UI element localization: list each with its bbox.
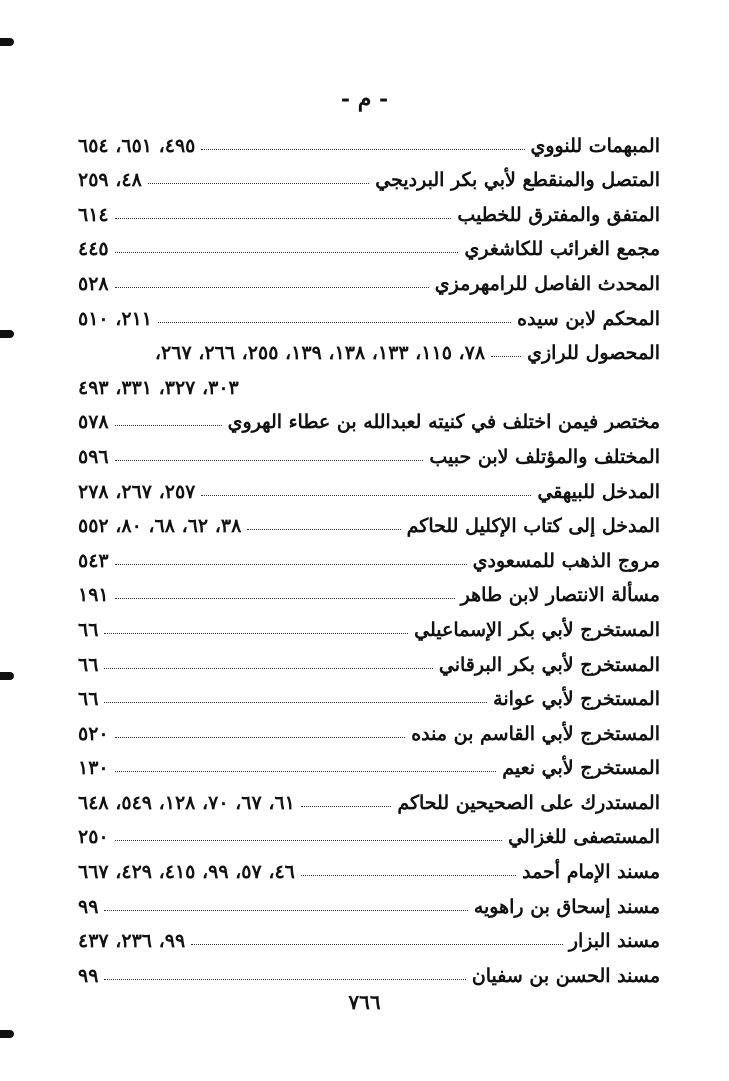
dot-leader	[104, 910, 467, 911]
entry-title: المحصول للرازي	[527, 342, 660, 365]
entry-page-numbers: ٤٦، ٥٧، ٩٩، ٤١٥، ٤٢٩، ٦٦٧	[78, 861, 295, 884]
dot-leader	[247, 529, 400, 530]
entry-page-numbers: ٦٦	[78, 688, 99, 711]
entry-title: مسند الحسن بن سفيان	[471, 964, 660, 987]
entry-page-numbers: ٢٥٧، ٢٦٧، ٢٧٨	[78, 480, 196, 503]
dot-leader	[104, 702, 487, 703]
dot-leader	[115, 771, 497, 772]
entry-page-numbers: ٥٩٦	[78, 445, 109, 468]
index-entry	[78, 468, 660, 503]
entry-title: المحدث الفاصل للرامهرمزي	[434, 272, 660, 295]
index-entry	[78, 641, 660, 676]
index-entry	[78, 260, 660, 295]
entry-page-numbers: ٩٩، ٢٣٦، ٤٣٧	[78, 930, 186, 953]
index-entry	[78, 745, 660, 780]
dot-leader	[148, 183, 369, 184]
dot-leader	[115, 564, 467, 565]
entry-page-numbers: ٤٤٥	[78, 238, 109, 261]
index-entry	[78, 330, 660, 365]
entry-page-numbers: ٤٨، ٢٥٩	[78, 169, 142, 192]
index-entry	[78, 710, 660, 745]
index-entry	[78, 399, 660, 434]
index-entry	[78, 537, 660, 572]
dot-leader	[115, 287, 429, 288]
entry-page-numbers: ٣٨، ٦٢، ٦٨، ٨٠، ٥٥٢	[78, 515, 242, 538]
entry-page-numbers: ٥٤٣	[78, 549, 109, 572]
dot-leader	[201, 149, 524, 150]
entry-page-numbers: ١٣٠	[78, 757, 109, 780]
dot-leader	[115, 425, 222, 426]
dot-leader	[191, 944, 563, 945]
index-entry	[78, 606, 660, 641]
index-entry	[78, 848, 660, 883]
entry-title: المستخرج لأبي عوانة	[493, 688, 660, 711]
entry-page-numbers: ٣٠٣، ٣٢٧، ٣٣١، ٤٩٣	[78, 376, 239, 399]
dot-leader	[104, 979, 465, 980]
entry-title: المستخرج لأبي بكر البرقاني	[438, 653, 660, 676]
index-entry	[78, 157, 660, 192]
index-entry	[78, 572, 660, 607]
entry-title: المختلف والمؤتلف لابن حبيب	[429, 445, 660, 468]
entry-page-numbers: ٩٩	[78, 895, 99, 918]
entry-page-numbers: ٥٢٠	[78, 722, 109, 745]
dot-leader	[115, 460, 424, 461]
entry-page-numbers: ٢١١، ٥١٠	[78, 307, 152, 330]
index-entry	[78, 676, 660, 711]
dot-leader	[115, 598, 455, 599]
dot-leader	[104, 633, 408, 634]
entry-title: المدخل إلى كتاب الإكليل للحاكم	[406, 515, 660, 538]
dot-leader	[115, 840, 502, 841]
dot-leader	[115, 252, 459, 253]
index-entry-continuation	[78, 364, 660, 399]
entry-page-numbers: ٩٩	[78, 964, 99, 987]
entry-page-numbers: ٥٢٨	[78, 272, 109, 295]
index-entry	[78, 814, 660, 849]
entry-page-numbers: ٦٦	[78, 618, 99, 641]
dot-leader	[201, 495, 531, 496]
dot-leader	[491, 356, 521, 357]
scan-edge-mark	[0, 1030, 14, 1038]
entry-title: المتصل والمنقطع لأبي بكر البرديجي	[375, 169, 660, 192]
dot-leader	[104, 668, 432, 669]
entry-page-numbers: ١٩١	[78, 584, 109, 607]
index-list	[78, 122, 660, 987]
entry-page-numbers: ٦٦	[78, 653, 99, 676]
entry-title: مسند البزار	[568, 930, 660, 953]
index-entry	[78, 122, 660, 157]
entry-page-numbers: ٦١٤	[78, 203, 109, 226]
entry-page-numbers: ٥٧٨	[78, 411, 109, 434]
scan-edge-mark	[0, 38, 14, 46]
entry-title: مسند الإمام أحمد	[522, 861, 660, 884]
entry-page-numbers: ٧٨، ١١٥، ١٣٣، ١٣٨، ١٣٩، ٢٥٥، ٢٦٦، ٢٦٧،	[154, 342, 486, 365]
index-entry	[78, 918, 660, 953]
index-entry	[78, 226, 660, 261]
entry-title: مروج الذهب للمسعودي	[472, 549, 660, 572]
dot-leader	[115, 218, 452, 219]
dot-leader	[301, 875, 516, 876]
entry-title: المبهمات للنووي	[530, 134, 660, 157]
entry-title: مسألة الانتصار لابن طاهر	[460, 584, 660, 607]
entry-title: المستخرج لأبي بكر الإسماعيلي	[414, 618, 660, 641]
entry-title: مختصر فيمن اختلف في كنيته لعبدالله بن عطاء الهروي	[227, 411, 660, 434]
entry-title: المدخل للبيهقي	[537, 480, 660, 503]
entry-title: مجمع الغرائب للكاشغري	[464, 238, 660, 261]
page-number: ٧٦٦	[348, 990, 381, 1014]
index-entry	[78, 883, 660, 918]
index-entry	[78, 191, 660, 226]
index-entry	[78, 779, 660, 814]
entry-title: المحكم لابن سيده	[517, 307, 660, 330]
entry-title: المستخرج لأبي القاسم بن منده	[411, 722, 660, 745]
index-entry	[78, 503, 660, 538]
entry-title: مسند إسحاق بن راهويه	[473, 895, 660, 918]
entry-page-numbers: ٦١، ٦٧، ٧٠، ١٢٨، ٥٤٩، ٦٤٨	[78, 791, 295, 814]
entry-page-numbers: ٤٩٥، ٦٥١، ٦٥٤	[78, 134, 196, 157]
index-entry	[78, 295, 660, 330]
entry-page-numbers: ٢٥٠	[78, 826, 109, 849]
entry-title: المستدرك على الصحيحين للحاكم	[397, 791, 660, 814]
scan-edge-mark	[0, 330, 14, 338]
dot-leader	[301, 806, 391, 807]
dot-leader	[115, 737, 406, 738]
entry-title: المستصفى للغزالي	[508, 826, 660, 849]
dot-leader	[158, 322, 511, 323]
index-entry	[78, 433, 660, 468]
entry-title: المتفق والمفترق للخطيب	[457, 203, 660, 226]
entry-title: المستخرج لأبي نعيم	[502, 757, 660, 780]
section-letter-header: - م -	[340, 86, 389, 112]
scan-edge-mark	[0, 672, 14, 680]
index-entry	[78, 952, 660, 987]
